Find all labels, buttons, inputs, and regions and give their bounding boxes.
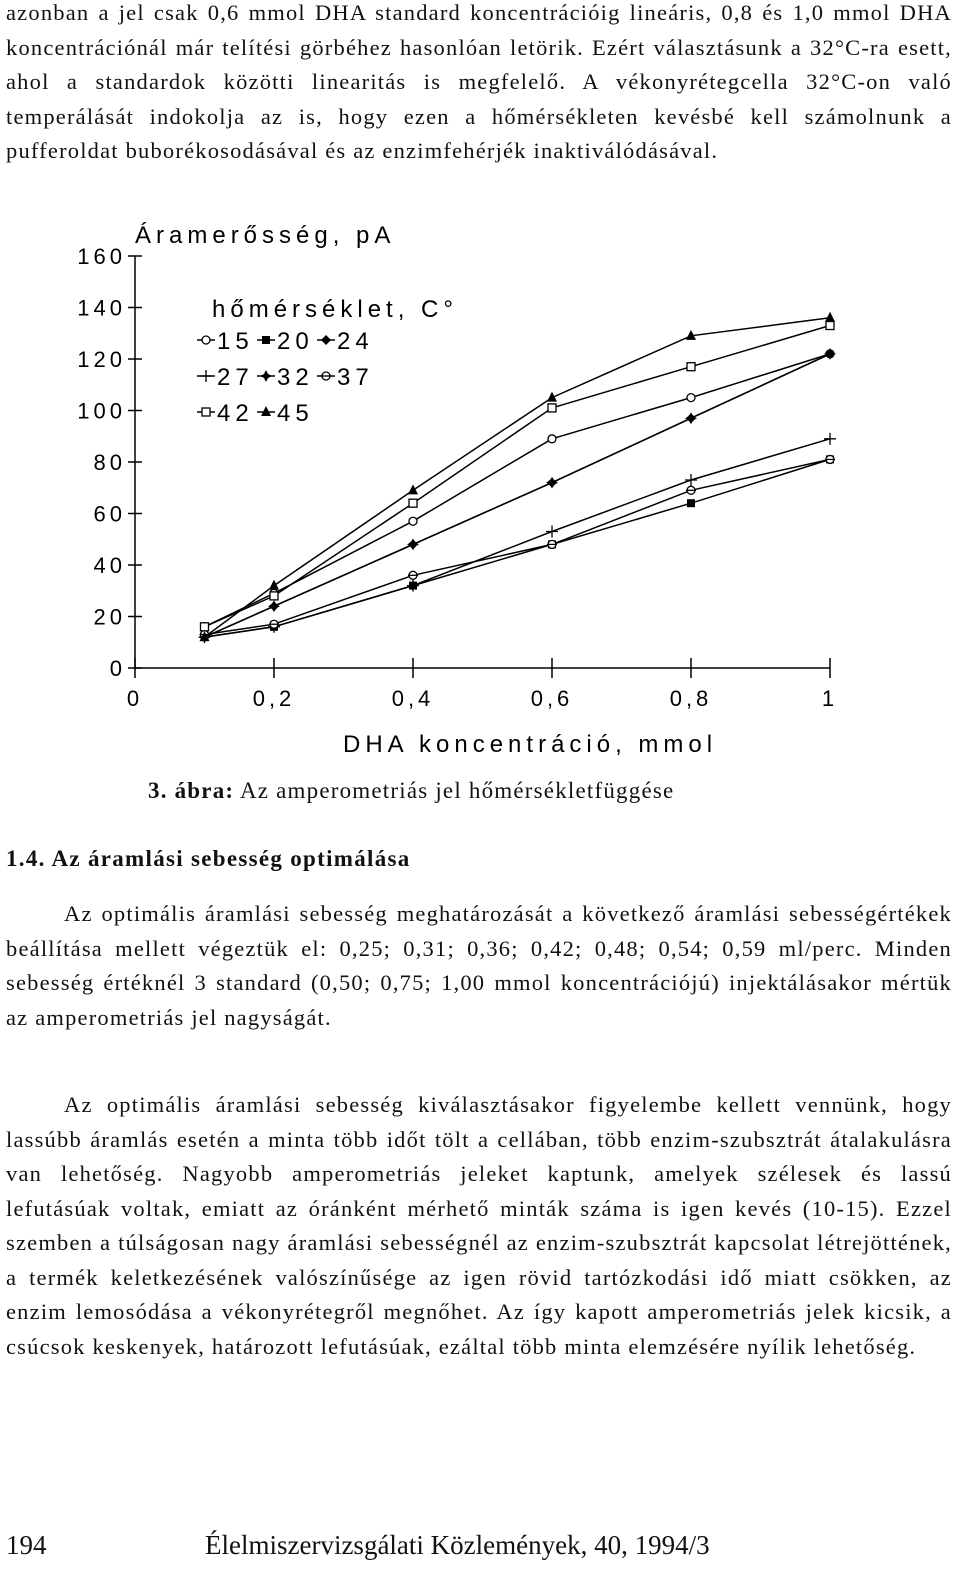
marker-star-filled bbox=[546, 477, 558, 489]
legend-label: 32 bbox=[277, 364, 314, 391]
marker-star-filled bbox=[824, 348, 836, 360]
legend-label: 37 bbox=[337, 364, 374, 391]
series-45 bbox=[200, 312, 836, 641]
marker-triangle-filled bbox=[261, 406, 271, 416]
series-line-20 bbox=[205, 459, 831, 637]
y-tick-label: 0 bbox=[109, 656, 126, 681]
temperature-dependence-chart bbox=[60, 210, 860, 760]
x-tick-label: 0,8 bbox=[669, 686, 713, 711]
section-paragraph-2: Az optimális áramlási sebesség kiválasztásakor figyelembe kellett vennünk, hogy lassúbb áramlás esetén a minta több időt tölt a cellában, több enzim-szubsztrát átalakulásra van lehetőség. Nagyobb amperometriás jeleket kaptunk, amelyek szélesek és lassú lefutásúak voltak, emiatt az óránként mérhető minták száma is igen kevés (10-15). Ezzel szemben a túlságosan nagy áramlási sebességnél az enzim-szubsztrát kapcsolat létrejöttének, a termék keletkezésének valószínűsége az igen rövid tartózkodási idő miatt csökken, az enzim lemosódása a vékonyrétegről megnőhet. Az így kapott amperometriás jelek kicsik, a csúcsok keskenyek, határozott lefutásúak, ezáltal több minta elemzésére nyílik lehetőség. bbox=[6, 1092, 952, 1359]
marker-circle-open bbox=[409, 517, 417, 525]
marker-square-open bbox=[270, 592, 278, 600]
intro-paragraph: azonban a jel csak 0,6 mmol DHA standard koncentrációig lineáris, 0,8 és 1,0 mmol DHA koncentrációnál már telítési görbéhez hasonlóan letörik. Ezért választásunk a 32°C-ra esett, ahol a standardok közötti linearitás is megfelelő. A vékonyrétegcella 32°C-on való temperálását indokolja az is, hogy ezen a hőmérsékleten kevésbé kell számolnunk a pufferoldat buborékosodásával és az enzimfehérjék inaktiválódásával. bbox=[6, 0, 952, 163]
series-line-15 bbox=[205, 354, 831, 627]
marker-square-filled bbox=[687, 499, 695, 507]
y-tick-label: 140 bbox=[77, 295, 126, 321]
section-paragraph-1: Az optimális áramlási sebesség meghatározását a következő áramlási sebességértékek beállítása mellett végeztük el: 0,25; 0,31; 0,36; 0,42; 0,48; 0,54; 0,59 ml/perc. Minden sebesség értéknél 3 standard (0,50; 0,75; 1,00 mmol koncentrációjú) injektálásakor mértük az amperometriás jel nagyságát. bbox=[6, 901, 952, 1030]
marker-square-filled bbox=[262, 336, 270, 344]
marker-plus bbox=[200, 370, 212, 382]
series-32 bbox=[199, 348, 837, 643]
legend-label: 15 bbox=[217, 328, 254, 355]
legend-label: 24 bbox=[337, 328, 374, 355]
y-tick-label: 120 bbox=[77, 347, 126, 372]
marker-triangle-filled bbox=[408, 484, 418, 494]
chart-series bbox=[199, 312, 837, 643]
series-line-32 bbox=[205, 354, 831, 637]
y-tick-label: 60 bbox=[93, 501, 126, 527]
figure-caption-text: Az amperometriás jel hőmérsékletfüggése bbox=[239, 778, 675, 803]
marker-square-open bbox=[826, 322, 834, 330]
series-27 bbox=[199, 433, 837, 643]
marker-star-filled bbox=[407, 538, 419, 550]
legend-entry-20 bbox=[257, 328, 314, 355]
series-15 bbox=[201, 350, 835, 631]
legend-entry-27 bbox=[197, 364, 254, 391]
marker-triangle-filled bbox=[269, 580, 279, 590]
series-line-37 bbox=[205, 459, 831, 634]
y-tick-label: 40 bbox=[93, 553, 126, 578]
legend-entry-24 bbox=[317, 328, 374, 355]
page-number: 194 bbox=[6, 1530, 47, 1560]
chart-legend bbox=[197, 328, 374, 427]
legend-label: 42 bbox=[217, 400, 254, 427]
legend-title: hőmérséklet, C° bbox=[212, 296, 458, 323]
y-tick-label: 20 bbox=[93, 604, 126, 630]
y-axis-label: Áramerősség, pA bbox=[135, 222, 396, 249]
marker-star-filled bbox=[268, 600, 280, 612]
figure-caption bbox=[148, 778, 674, 804]
marker-star-filled bbox=[260, 370, 272, 382]
marker-plus bbox=[407, 580, 419, 592]
y-tick-label: 100 bbox=[77, 398, 126, 424]
marker-square-open bbox=[548, 404, 556, 412]
legend-entry-32 bbox=[257, 364, 314, 391]
x-tick-label: 0,4 bbox=[391, 686, 435, 711]
series-20 bbox=[201, 455, 835, 641]
section-heading: 1.4. Az áramlási sebesség optimálása bbox=[6, 846, 411, 871]
series-37 bbox=[200, 455, 836, 638]
marker-plus bbox=[685, 474, 697, 486]
figure-caption-label: 3. ábra: bbox=[148, 778, 235, 803]
marker-diamond-filled bbox=[321, 335, 331, 345]
marker-plus bbox=[824, 433, 836, 445]
y-tick-label: 160 bbox=[77, 244, 126, 269]
legend-entry-42 bbox=[197, 400, 254, 427]
journal-reference: Élelmiszervizsgálati Közlemények, 40, 1994/3 bbox=[205, 1530, 710, 1560]
marker-circle-open bbox=[202, 336, 210, 344]
marker-plus bbox=[546, 526, 558, 538]
series-24 bbox=[200, 349, 836, 642]
legend-entry-45 bbox=[257, 400, 314, 427]
marker-circle-open bbox=[687, 394, 695, 402]
marker-triangle-filled bbox=[825, 312, 835, 322]
legend-label: 27 bbox=[217, 364, 254, 391]
legend-label: 45 bbox=[277, 400, 314, 427]
marker-square-open bbox=[409, 499, 417, 507]
x-axis-label: DHA koncentráció, mmol bbox=[343, 731, 718, 758]
legend-entry-15 bbox=[197, 328, 254, 355]
x-tick-label: 0 bbox=[126, 686, 144, 711]
x-tick-label: 0,6 bbox=[530, 686, 574, 711]
x-tick-label: 1 bbox=[821, 686, 839, 711]
legend-label: 20 bbox=[277, 328, 314, 355]
marker-square-open bbox=[201, 623, 209, 631]
y-tick-label: 80 bbox=[93, 450, 126, 475]
marker-star-filled bbox=[685, 412, 697, 424]
series-line-27 bbox=[205, 439, 831, 637]
x-tick-label: 0,2 bbox=[252, 686, 296, 711]
marker-square-open bbox=[202, 408, 210, 416]
marker-circle-open bbox=[548, 435, 556, 443]
marker-square-open bbox=[687, 363, 695, 371]
legend-entry-37 bbox=[317, 364, 374, 391]
